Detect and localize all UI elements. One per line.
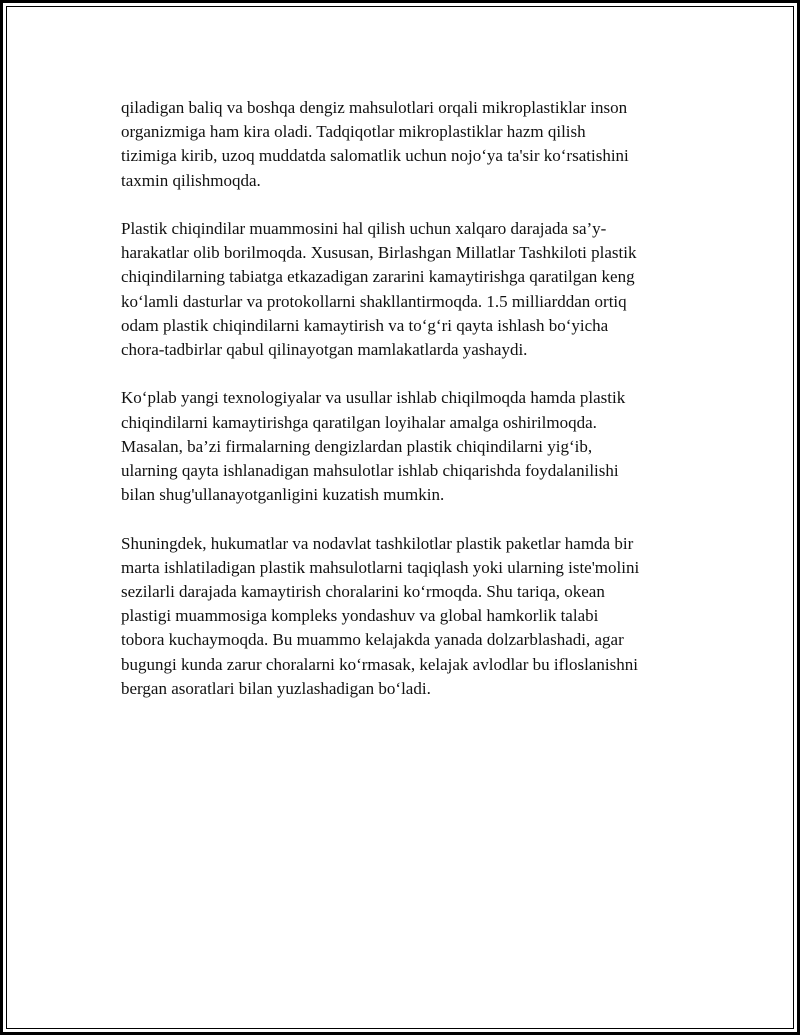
text-line: Plastik chiqindilar muammosini hal qilish uchun xalqaro darajada sa’y- (121, 219, 607, 238)
text-line: chiqindilarning tabiatga etkazadigan zararini kamaytirishga qaratilgan keng (121, 267, 635, 287)
text-line: sezilarli darajada kamaytirish choralarini ko‘rmoqda. Shu tariqa, okean (121, 582, 605, 602)
paragraph-3 (121, 386, 701, 507)
text-line: Masalan, ba’zi firmalarning dengizlardan plastik chiqindilarni yig‘ib, (121, 436, 593, 456)
text-line: Ko‘plab yangi texnologiyalar va usullar ishlab chiqilmoqda hamda plastik (121, 388, 626, 408)
text-line: qiladigan baliq va boshqa dengiz mahsulotlari orqali mikroplastiklar inson (121, 98, 628, 117)
text-line: Shuningdek, hukumatlar va nodavlat tashkilotlar plastik paketlar hamda bir (121, 533, 634, 553)
text-line: ko‘lamli dasturlar va protokollarni shakllantirmoqda. 1.5 milliarddan ortiq (121, 291, 627, 311)
text-line: tizimiga kirib, uzoq muddatda salomatlik uchun nojo‘ya ta'sir ko‘rsatishini (121, 146, 629, 166)
paragraph-2 (121, 217, 701, 362)
text-line: ularning qayta ishlanadigan mahsulotlar ishlab chiqarishda foydalanilishi (121, 461, 619, 481)
text-line: bergan asoratlari bilan yuzlashadigan bo‘ladi. (121, 678, 431, 698)
text-line: chora-tadbirlar qabul qilinayotgan mamlakatlarda yashaydi. (121, 340, 528, 360)
text-line: harakatlar olib borilmoqda. Xususan, Birlashgan Millatlar Tashkiloti plastik (121, 243, 637, 263)
text-line: marta ishlatiladigan plastik mahsulotlarni taqiqlash yoki ularning iste'molini (121, 557, 640, 577)
text-line: chiqindilarni kamaytirishga qaratilgan loyihalar amalga oshirilmoqda. (121, 412, 597, 432)
text-line: organizmiga ham kira oladi. Tadqiqotlar mikroplastiklar hazm qilish (121, 122, 586, 142)
paragraph-4 (121, 532, 701, 701)
text-line: bilan shug'ullanayotganligini kuzatish mumkin. (121, 485, 445, 505)
text-line: plastigi muammosiga kompleks yondashuv va global hamkorlik talabi (121, 606, 599, 626)
text-line: taxmin qilishmoqda. (121, 170, 261, 190)
text-line: bugungi kunda zarur choralarni ko‘rmasak, kelajak avlodlar bu ifloslanishni (121, 654, 638, 674)
text-line: tobora kuchaymoqda. Bu muammo kelajakda yanada dolzarblashadi, agar (121, 630, 624, 650)
text-line: odam plastik chiqindilarni kamaytirish va to‘g‘ri qayta ishlash bo‘yicha (121, 315, 609, 335)
document-body (121, 96, 701, 725)
paragraph-1 (121, 96, 701, 193)
